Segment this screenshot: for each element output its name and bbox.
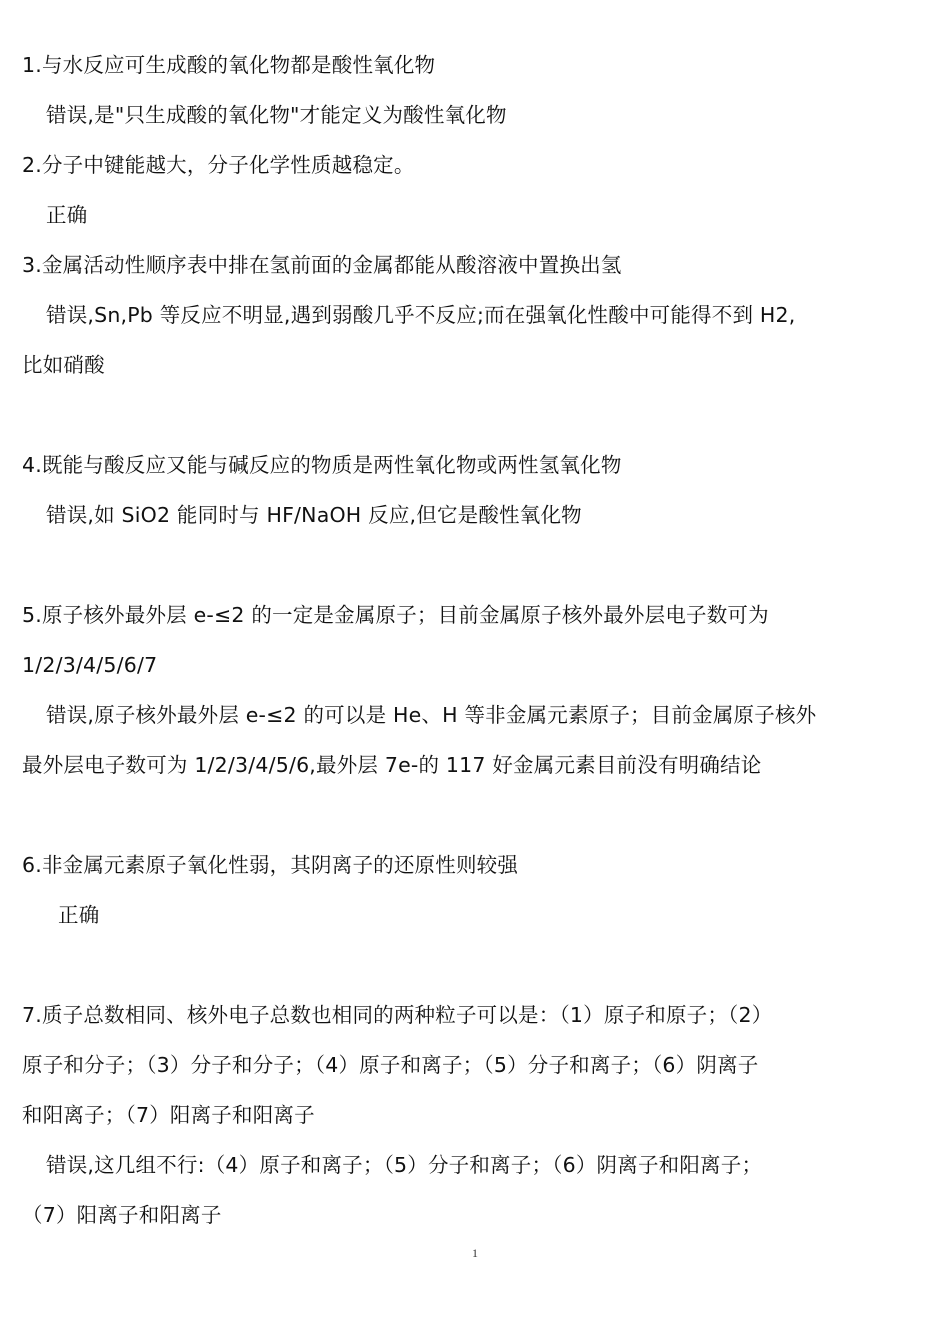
q6-answer: 正确 (58, 903, 100, 927)
q7-question-line1: 7.质子总数相同、核外电子总数也相同的两种粒子可以是：（1）原子和原子；（2） (22, 1003, 773, 1027)
q3-answer-line1: 错误,Sn,Pb 等反应不明显,遇到弱酸几乎不反应;而在强氧化性酸中可能得不到 H2, (46, 303, 796, 327)
q4-question: 4.既能与酸反应又能与碱反应的物质是两性氧化物或两性氢氧化物 (22, 453, 622, 477)
q7-question-line3: 和阳离子；（7）阳离子和阳离子 (22, 1103, 315, 1127)
q5-question-line2: 1/2/3/4/5/6/7 (22, 653, 158, 677)
q5-answer-line1: 错误,原子核外最外层 e-≤2 的可以是 He、H 等非金属元素原子；目前金属原子核外 (46, 703, 817, 727)
q2-answer: 正确 (46, 203, 88, 227)
q6-question: 6.非金属元素原子氧化性弱，其阴离子的还原性则较强 (22, 853, 519, 877)
q7-answer-line1: 错误,这几组不行:（4）原子和离子；（5）分子和离子；（6）阴离子和阳离子； (46, 1153, 763, 1177)
q4-answer: 错误,如 SiO2 能同时与 HF/NaOH 反应,但它是酸性氧化物 (46, 503, 582, 527)
q7-answer-line2: （7）阳离子和阳离子 (22, 1203, 222, 1227)
q3-answer-line2: 比如硝酸 (22, 353, 105, 377)
q5-answer-line2: 最外层电子数可为 1/2/3/4/5/6,最外层 7e-的 117 好金属元素目前没有明确结论 (22, 753, 762, 777)
q5-question-line1: 5.原子核外最外层 e-≤2 的一定是金属原子；目前金属原子核外最外层电子数可为 (22, 603, 769, 627)
q2-question: 2.分子中键能越大，分子化学性质越稳定。 (22, 153, 415, 177)
q3-question: 3.金属活动性顺序表中排在氢前面的金属都能从酸溶液中置换出氢 (22, 253, 622, 277)
q1-question: 1.与水反应可生成酸的氧化物都是酸性氧化物 (22, 53, 436, 77)
q7-question-line2: 原子和分子；（3）分子和分子；（4）原子和离子；（5）分子和离子；（6）阴离子 (22, 1053, 759, 1077)
page-number: 1 (472, 1246, 478, 1260)
q1-answer: 错误,是"只生成酸的氧化物"才能定义为酸性氧化物 (46, 103, 507, 127)
